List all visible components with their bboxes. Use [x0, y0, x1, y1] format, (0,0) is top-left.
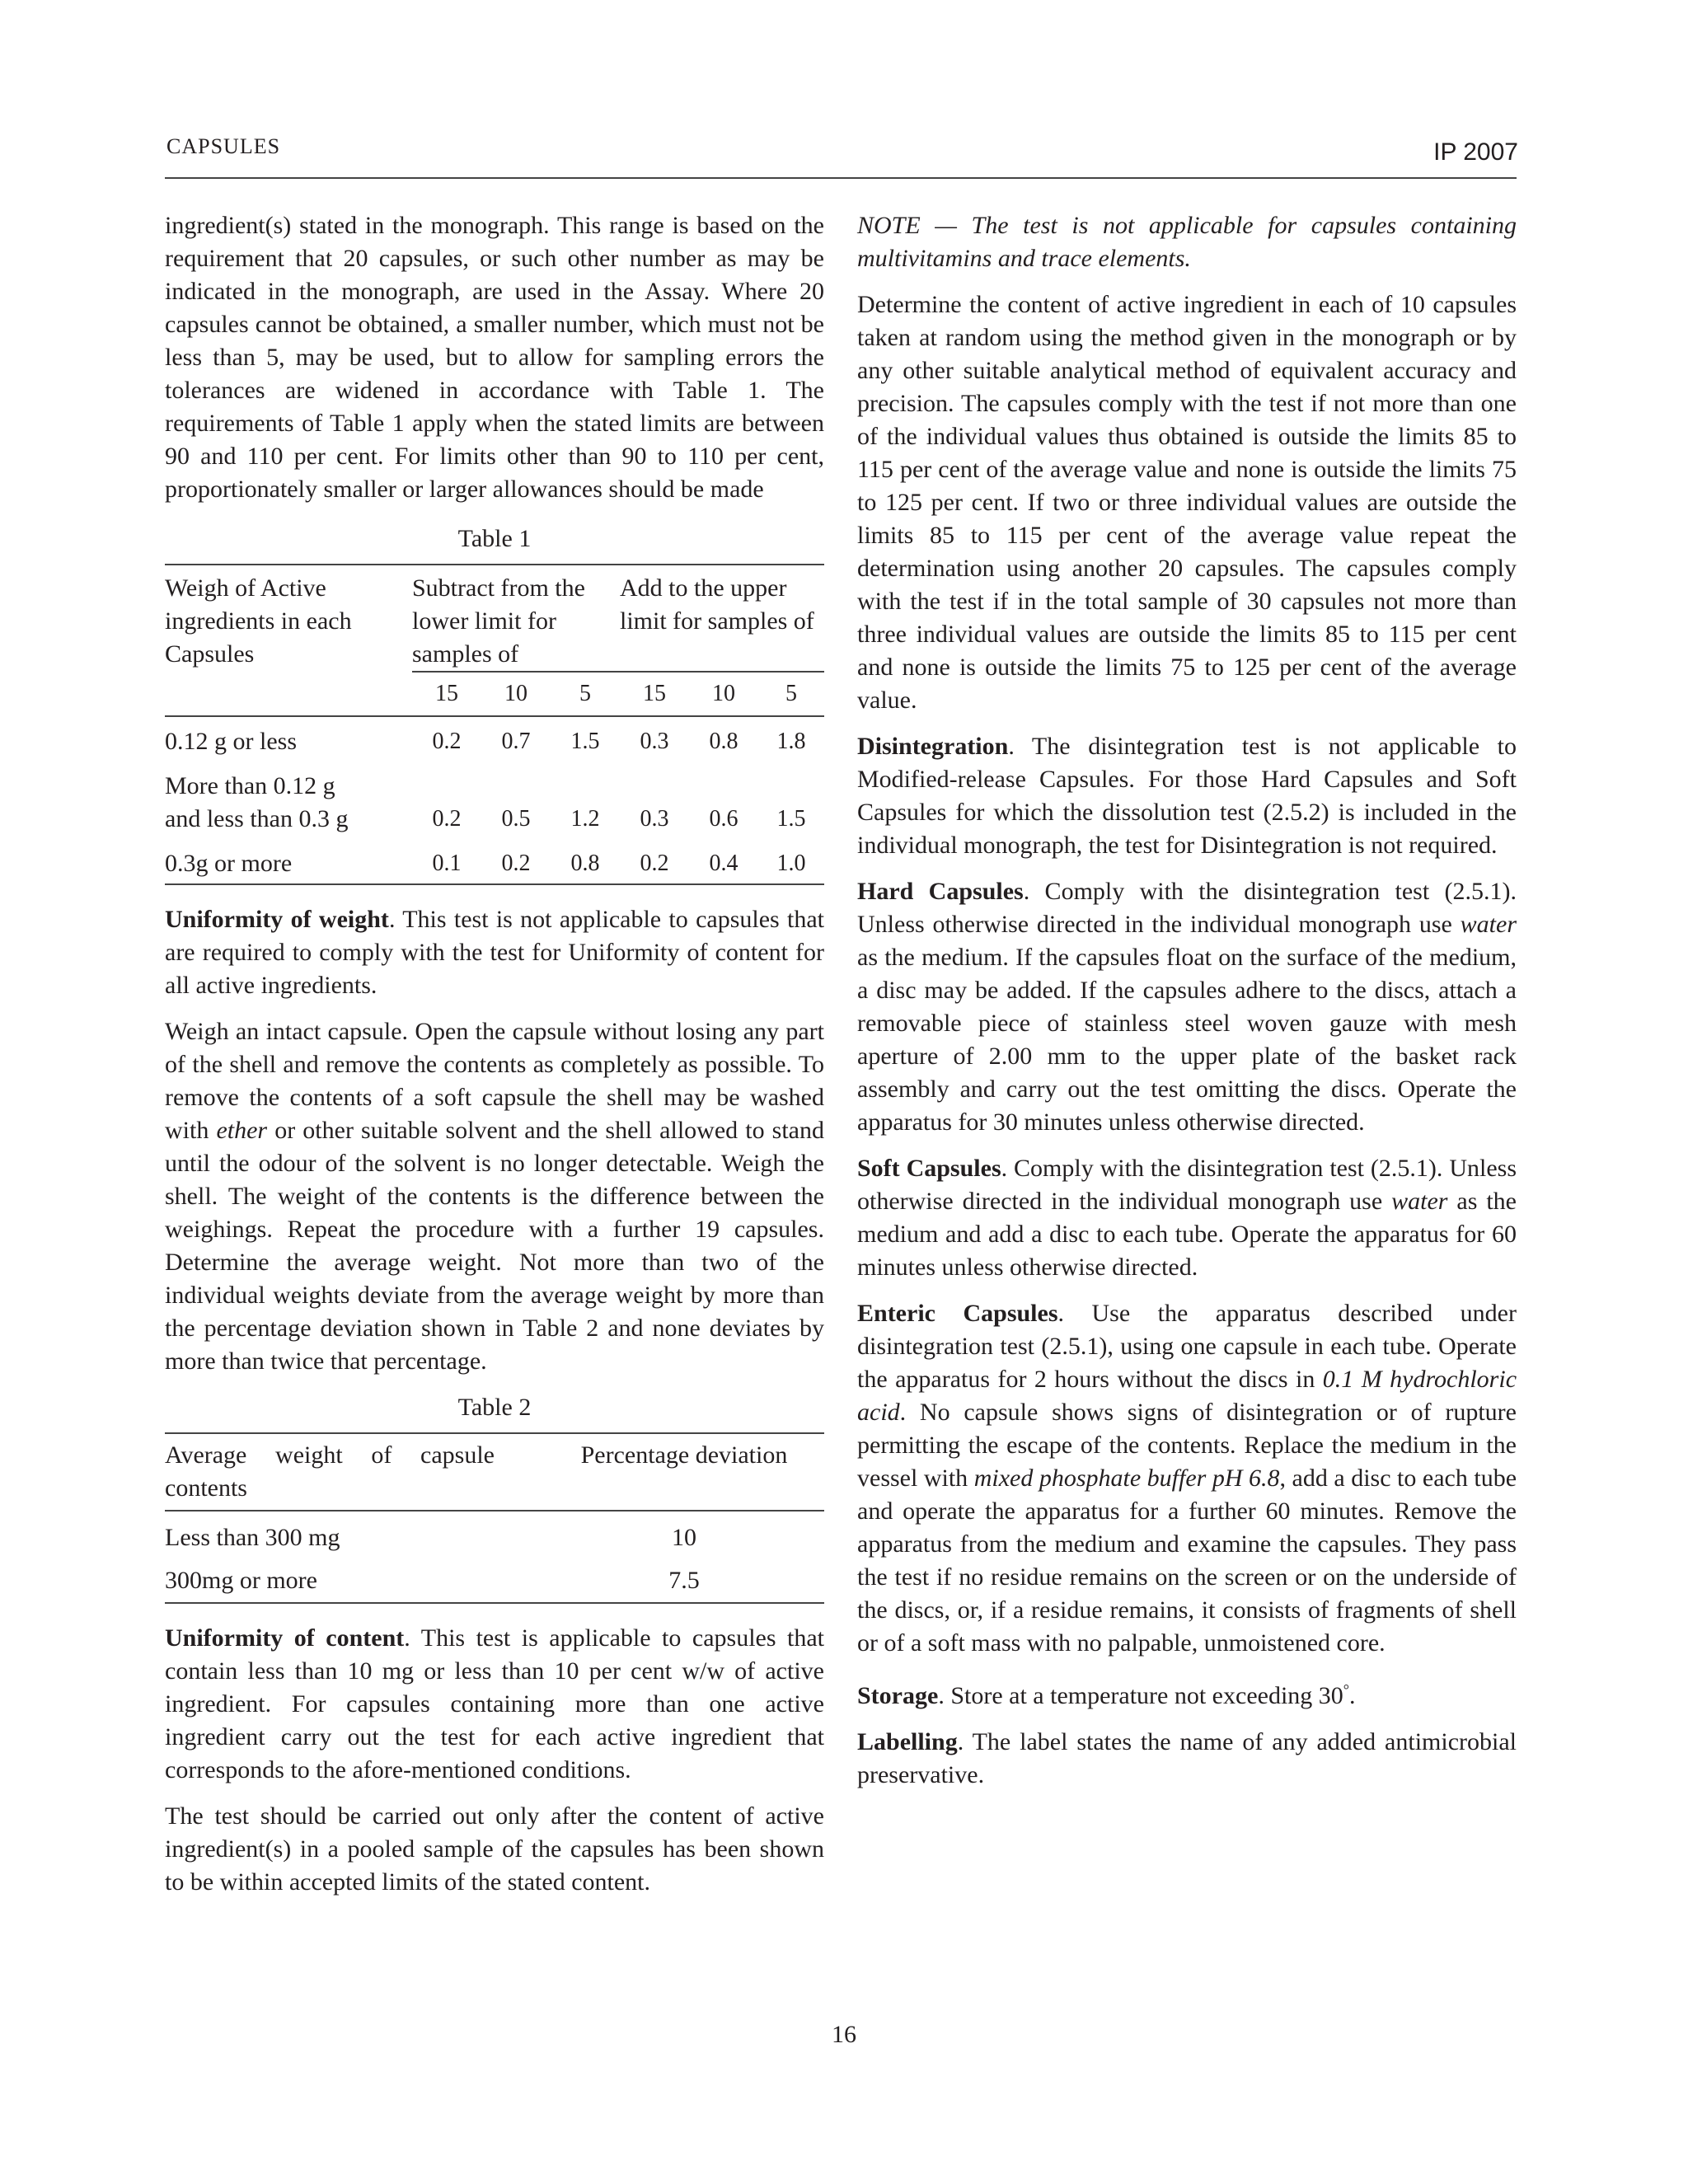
sample-size: 15	[412, 672, 481, 716]
table-cell: 1.2	[570, 806, 600, 832]
table-cell: 0.6	[709, 806, 738, 832]
table2-caption: Table 2	[457, 1394, 532, 1421]
uniformity-of-weight-paragraph: Uniformity of weight. This test is not applicable to capsules that are required to comply with the test for Uniformity of content for all active ingredients.	[165, 906, 825, 999]
uniformity-of-content-heading: Uniformity of content	[165, 1624, 405, 1652]
table-cell: 0.8	[551, 836, 620, 884]
uniformity-of-weight-heading: Uniformity of weight	[165, 906, 389, 933]
uniformity-of-content-paragraph: Uniformity of content. This test is applicable to capsules that contain less than 10 mg or less than 10 per cent w/w of active ingredient. For capsules containing more than one active ingredient carry out the test for each active ingredient that corresponds to the afore-mentioned conditions.	[165, 1624, 825, 1783]
page-number: 16	[832, 2021, 856, 2048]
table-cell: 10	[672, 1524, 696, 1551]
table1-col-add: Add to the upper limit for samples of	[620, 574, 814, 635]
table-row	[165, 1559, 824, 1603]
disintegration-paragraph: Disintegration. The disintegration test is not applicable to Modified-release Capsules. For those Hard Capsules and Soft Capsules for which the dissolution test (2.5.2) is included in the individual monograph, the test for Disintegration is not required.	[857, 733, 1517, 859]
table-cell: 1.5	[551, 716, 620, 758]
weigh-procedure-paragraph: Weigh an intact capsule. Open the capsule without losing any part of the shell and remove the contents as completely as possible. To remove the contents of a soft capsule the shell may be washed with ether or other suitable solvent and the shell allowed to stand until the odour of the solvent is no longer detectable. Weigh the shell. The weight of the contents is the difference between the weighings. Repeat the procedure with a further 19 capsules. Determine the average weight. Not more than two of the individual weights deviate from the average weight by more than the percentage deviation shown in Table 2 and none deviates by more than twice that percentage.	[165, 1018, 824, 1375]
storage-paragraph: Storage. Store at a temperature not exceeding 30°.	[857, 1681, 1356, 1709]
left-column	[165, 209, 824, 1912]
table-cell: 1.8	[758, 716, 824, 758]
table-cell: 7.5	[544, 1559, 824, 1603]
table-cell: 0.3	[620, 716, 689, 758]
table1-col-subtract: Subtract from the lower limit for samples of	[412, 574, 585, 668]
running-header-section: CAPSULES	[166, 134, 281, 158]
table2-col-deviation: Percentage deviation	[544, 1433, 824, 1511]
table-cell: 0.4	[689, 836, 758, 884]
table-cell: 0.5	[501, 806, 531, 832]
running-header-edition: IP 2007	[1433, 138, 1518, 166]
table-row	[165, 758, 824, 836]
note-paragraph: NOTE — The test is not applicable for capsules containing multivitamins and trace elements.	[857, 212, 1517, 272]
sample-size: 10	[689, 672, 758, 716]
table-row	[165, 716, 824, 758]
table-cell: 0.2	[620, 836, 689, 884]
table-cell: 1.0	[758, 836, 824, 884]
intro-paragraph: ingredient(s) stated in the monograph. This range is based on the requirement that 20 capsules, or such other number as may be indicated in the monograph, are used in the Assay. Where 20 capsules cannot be obtained, a smaller number, which must not be less than 5, may be used, but to allow for sampling errors the tolerances are widened in accordance with Table 1. The requirements of Table 1 apply when the stated limits are between 90 and 110 per cent. For limits other than 90 to 110 per cent, proportionately smaller or larger allowances should be made	[165, 212, 824, 503]
table-cell: 0.7	[481, 716, 551, 758]
table-cell: 1.5	[776, 806, 806, 832]
table2-row-label: 300mg or more	[165, 1559, 544, 1603]
table-row	[165, 1511, 824, 1559]
table1-caption: Table 1	[457, 525, 532, 552]
enteric-capsules-heading: Enteric Capsules	[857, 1300, 1058, 1327]
sample-size: 5	[551, 672, 620, 716]
table1-row-label: 0.3g or more	[165, 836, 412, 884]
hard-capsules-heading: Hard Capsules	[857, 878, 1024, 905]
soft-capsules-heading: Soft Capsules	[857, 1155, 1001, 1182]
soft-capsules-paragraph: Soft Capsules. Comply with the disintegration test (2.5.1). Unless otherwise directed in the individual monograph use water as the medium and add a disc to each tube. Operate the apparatus for 60 minutes unless otherwise directed.	[857, 1155, 1517, 1281]
table-cell: 0.2	[432, 806, 462, 832]
table-row	[165, 836, 824, 884]
storage-heading: Storage	[857, 1682, 939, 1709]
table1-sample-size-row	[165, 672, 824, 716]
table1-row-label: 0.12 g or less	[165, 716, 412, 758]
table2	[165, 1432, 824, 1604]
table-cell: 0.2	[481, 836, 551, 884]
disintegration-heading: Disintegration	[857, 733, 1009, 760]
table2-col-weight: Average weight of capsule contents	[165, 1433, 544, 1511]
table1-row-label: More than 0.12 g and less than 0.3 g	[165, 772, 349, 832]
table1	[165, 564, 824, 885]
table-cell: 0.3	[640, 806, 669, 832]
table-cell: 0.2	[412, 716, 481, 758]
hard-capsules-paragraph: Hard Capsules. Comply with the disintegration test (2.5.1). Unless otherwise directed in the individual monograph use water as the medium. If the capsules float on the surface of the medium, a disc may be added. If the capsules adhere to the discs, attach a removable piece of stainless steel woven gauze with mesh aperture of 2.00 mm to the upper plate of the basket rack assembly and carry out the test omitting the discs. Operate the apparatus for 30 minutes unless otherwise directed.	[857, 878, 1517, 1136]
table2-row-label: Less than 300 mg	[165, 1524, 340, 1551]
sample-size: 15	[620, 672, 689, 716]
table-cell: 0.8	[689, 716, 758, 758]
table1-header-row	[165, 565, 824, 672]
sample-size: 5	[758, 672, 824, 716]
enteric-capsules-paragraph: Enteric Capsules. Use the apparatus described under disintegration test (2.5.1), using one capsule in each tube. Operate the apparatus for 2 hours without the discs in 0.1 M hydrochloric acid. No capsule shows signs of disintegration or of rupture permitting the escape of the contents. Replace the medium in the vessel with mixed phosphate buffer pH 6.8, add a disc to each tube and operate the apparatus for a further 60 minutes. Remove the apparatus from the medium and examine the capsules. They pass the test if no residue remains on the screen or on the underside of the discs, or, if a residue remains, it consists of fragments of shell or of a soft mass with no palpable, unmoistened core.	[857, 1300, 1517, 1657]
sample-size: 10	[481, 672, 551, 716]
labelling-paragraph: Labelling. The label states the name of any added antimicrobial preservative.	[857, 1728, 1517, 1788]
labelling-heading: Labelling	[857, 1728, 958, 1755]
header-divider	[165, 177, 1517, 179]
table1-col-weight: Weigh of Active ingredients in each Capsules	[165, 574, 352, 668]
table2-header-row	[165, 1433, 824, 1511]
right-column	[857, 209, 1517, 1805]
determine-content-paragraph: Determine the content of active ingredient in each of 10 capsules taken at random using the method given in the monograph or by any other suitable analytical method of equivalent accuracy and precision. The capsules comply with the test if not more than one of the individual values thus obtained is outside the limits 85 to 115 per cent of the average value and none is outside the limits 75 to 125 per cent. If two or three individual values are outside the limits 85 to 115 per cent of the average value repeat the determination using another 20 capsules. The capsules comply with the test if in the total sample of 30 capsules not more than three individual values are outside the limits 85 to 115 per cent and none is outside the limits 75 to 125 per cent of the average value.	[857, 291, 1517, 714]
pooled-sample-paragraph: The test should be carried out only after the content of active ingredient(s) in a pooled sample of the capsules has been shown to be within accepted limits of the stated content.	[165, 1802, 824, 1896]
table-cell: 0.1	[412, 836, 481, 884]
